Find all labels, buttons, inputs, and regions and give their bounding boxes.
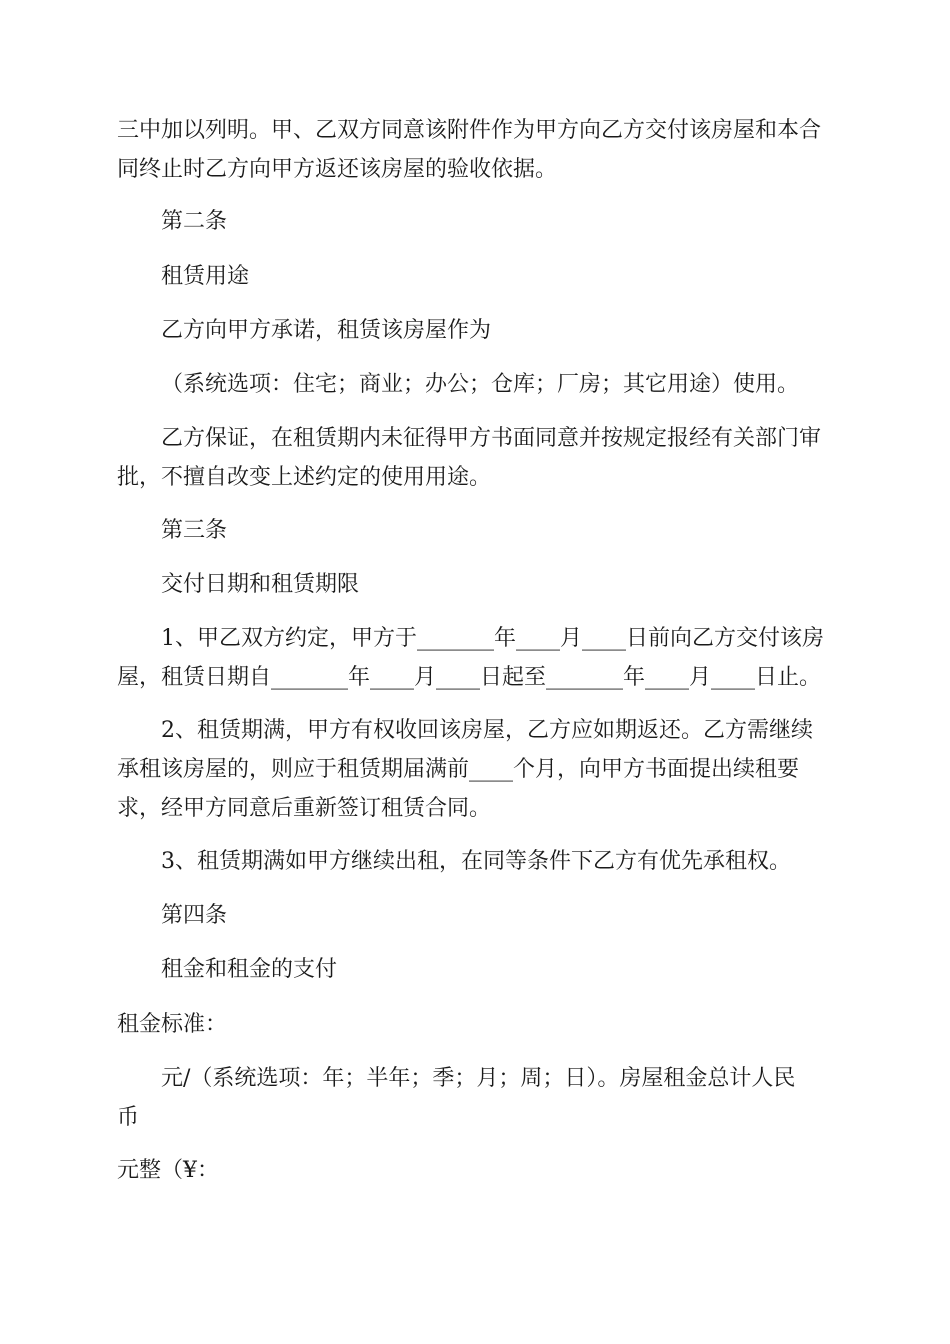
article-heading: 第三条 xyxy=(161,518,228,543)
paragraph-line: 求，经甲方同意后重新签订租赁合同。 xyxy=(117,796,492,821)
paragraph-line: 2、租赁期满，甲方有权收回该房屋，乙方应如期返还。乙方需继续 xyxy=(161,718,813,743)
paragraph-line: 承租该房屋的，则应于租赁期届满前____个月，向甲方书面提出续租要 xyxy=(117,757,800,782)
paragraph-line: 同终止时乙方向甲方返还该房屋的验收依据。 xyxy=(117,157,558,182)
section-title: 交付日期和租赁期限 xyxy=(161,572,360,597)
paragraph-line: 乙方保证，在租赁期内未征得甲方书面同意并按规定报经有关部门审 xyxy=(161,426,822,451)
paragraph-line: 元整（¥： xyxy=(117,1158,219,1183)
paragraph-line: 租金标准： xyxy=(117,1012,228,1037)
paragraph-line: 元/（系统选项：年；半年；季；月；周；日）。房屋租金总计人民 xyxy=(161,1066,796,1091)
paragraph-line: 3、租赁期满如甲方继续出租，在同等条件下乙方有优先承租权。 xyxy=(161,849,791,874)
paragraph-line: 三中加以列明。甲、乙双方同意该附件作为甲方向乙方交付该房屋和本合 xyxy=(117,118,822,143)
paragraph-line: 屋，租赁日期自_______年____月____日起至_______年____月____日止。 xyxy=(117,665,822,690)
paragraph-line: 批，不擅自改变上述约定的使用用途。 xyxy=(117,465,492,490)
article-heading: 第二条 xyxy=(161,209,228,234)
section-title: 租金和租金的支付 xyxy=(161,957,338,982)
paragraph-line: 乙方向甲方承诺，租赁该房屋作为 xyxy=(161,318,492,343)
paragraph-line: 1、甲乙双方约定，甲方于_______年____月____日前向乙方交付该房 xyxy=(161,626,824,651)
section-title: 租赁用途 xyxy=(161,264,250,289)
article-heading: 第四条 xyxy=(161,903,228,928)
paragraph-line: （系统选项：住宅；商业；办公；仓库；厂房；其它用途）使用。 xyxy=(161,372,800,397)
paragraph-line: 币 xyxy=(117,1105,140,1130)
